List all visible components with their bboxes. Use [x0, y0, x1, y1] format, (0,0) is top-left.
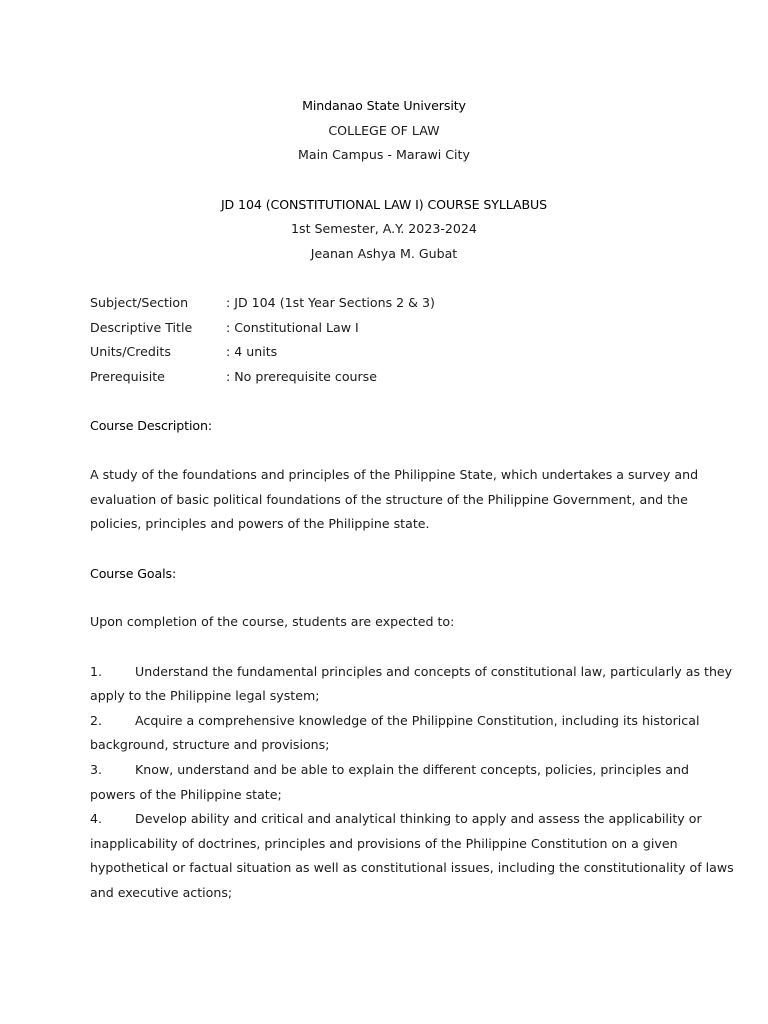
goals-intro: Upon completion of the course, students are expected to: [90, 614, 455, 629]
info-value-subject: : JD 104 (1st Year Sections 2 & 3) [226, 295, 435, 310]
description-line: A study of the foundations and principles of the Philippine State, which undertakes a survey and [90, 467, 699, 482]
goal-text: hypothetical or factual situation as well as constitutional issues, including the constitutionality of laws [90, 860, 734, 875]
info-value-prerequisite: : No prerequisite course [226, 369, 377, 384]
semester-text: 1st Semester, A.Y. 2023-2024 [291, 221, 477, 236]
goal-text: Acquire a comprehensive knowledge of the Philippine Constitution, including its historical [135, 713, 700, 728]
goal-text: Develop ability and critical and analytical thinking to apply and assess the applicability or [135, 811, 702, 826]
goal-number: 2. [90, 713, 103, 728]
goal-text: inapplicability of doctrines, principles and provisions of the Philippine Constitution on a given [90, 836, 678, 851]
goal-text: powers of the Philippine state; [90, 787, 282, 802]
university-name: Mindanao State University [302, 98, 466, 113]
goal-number: 3. [90, 762, 103, 777]
description-line: evaluation of basic political foundations of the structure of the Philippine Government, and the [90, 492, 688, 507]
goal-text: apply to the Philippine legal system; [90, 688, 320, 703]
goal-text: Know, understand and be able to explain the different concepts, policies, principles and [135, 762, 690, 777]
goal-number: 1. [90, 664, 103, 679]
description-line: policies, principles and powers of the Philippine state. [90, 516, 430, 531]
info-value-units: : 4 units [226, 344, 278, 359]
info-label-prerequisite: Prerequisite [90, 369, 165, 384]
college-name: COLLEGE OF LAW [328, 123, 440, 138]
campus-name: Main Campus - Marawi City [298, 147, 470, 162]
goal-text: and executive actions; [90, 885, 233, 900]
info-label-units: Units/Credits [90, 344, 171, 359]
syllabus-title: JD 104 (CONSTITUTIONAL LAW I) COURSE SYLLABUS [220, 197, 548, 212]
goal-text: Understand the fundamental principles and concepts of constitutional law, particularly as they [135, 664, 733, 679]
goal-number: 4. [90, 811, 103, 826]
info-label-subject: Subject/Section [90, 295, 189, 310]
goal-text: background, structure and provisions; [90, 737, 330, 752]
info-label-title: Descriptive Title [90, 320, 193, 335]
instructor-name: Jeanan Ashya M. Gubat [310, 246, 458, 261]
info-value-title: : Constitutional Law I [226, 320, 359, 335]
description-heading: Course Description: [90, 418, 213, 433]
goals-heading: Course Goals: [90, 566, 177, 581]
